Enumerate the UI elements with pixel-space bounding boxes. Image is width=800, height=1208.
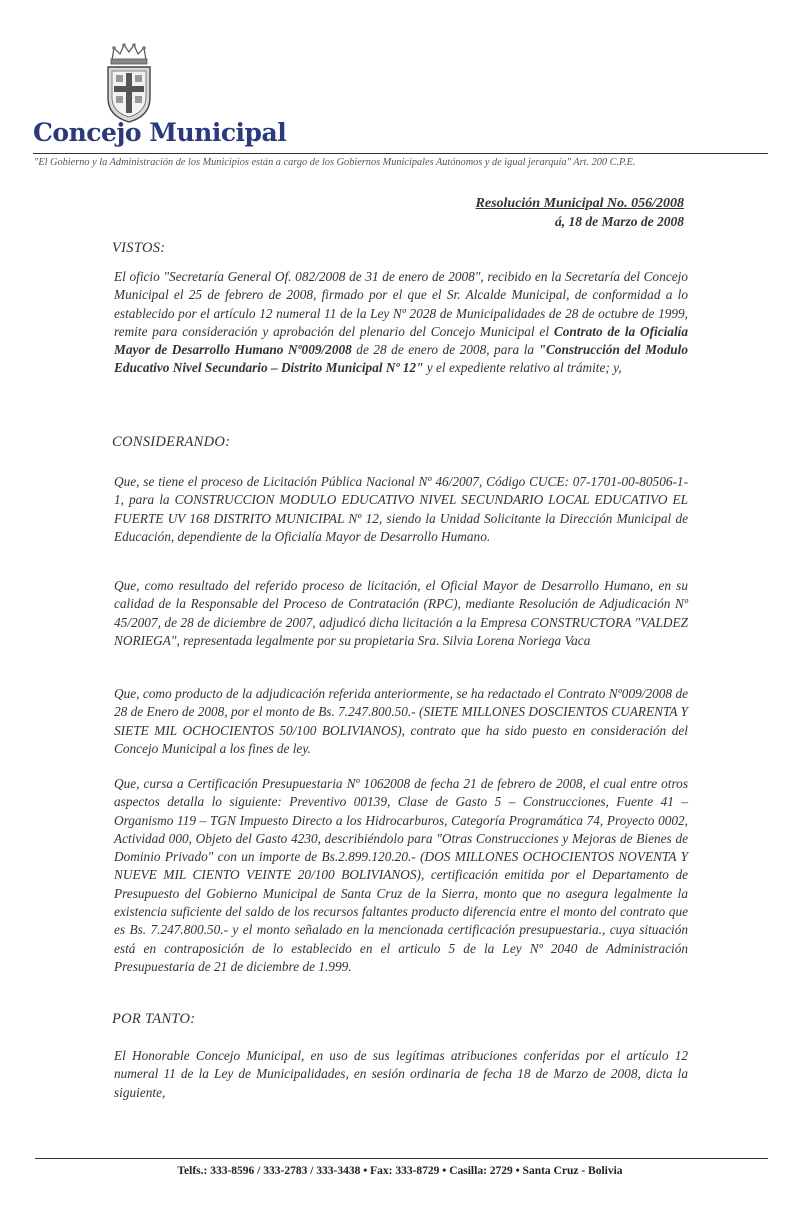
considerando-paragraph: Que, como resultado del referido proceso de licitación, el Oficial Mayor de Desarrollo Humano, en su calidad de la Responsable del Proceso de Contratación (RPC), mediante Resolución de Adjudicación Nº 45/2007, de 28 de diciembre de 2007, adjudicó dicha licitación a la Empresa CONSTRUCTORA "VALDEZ NORIEGA", representada legalmente por su propietaria Sra. Silvia Lorena Noriega Vaca <box>114 578 688 648</box>
vistos-text-2: de 28 de enero de 2008, para la <box>351 342 539 358</box>
header-divider <box>33 153 768 154</box>
vistos-contract-name: Contrato de la Oficialía Mayor de Desarrollo Humano Nº009/2008 <box>114 323 688 358</box>
considerando-paragraph: Que, como producto de la adjudicación referida anteriormente, se ha redactado el Contrato Nº009/2008 de 28 de Enero de 2008, por el monto de Bs. 7.247.800.50.- (SIETE MILLONES DOSCIENTOS CUARENTA Y SIETE MIL OCHOCIENTOS 50/100 BOLIVIANOS), contrato que ha sido puesto en consideración del Concejo Municipal a los fines de ley. <box>114 686 688 756</box>
footer-contact: Telfs.: 333-8596 / 333-2783 / 333-3438 • Fax: 333-8729 • Casilla: 2729 • Santa Cruz - Bolivia <box>177 1165 623 1177</box>
footer-divider <box>35 1158 768 1159</box>
header-motto: "El Gobierno y la Administración de los Municipios están a cargo de los Gobiernos Municipales Autónomos y de igual jerarquía" Art. 200 C.P.E. <box>34 157 636 168</box>
por-tanto-paragraph: El Honorable Concejo Municipal, en uso de sus legítimas atribuciones conferidas por el artículo 12 numeral 11 de la Ley de Municipalidades, en sesión ordinaria de fecha 18 de Marzo de 2008, dicta la siguiente, <box>114 1048 688 1100</box>
resolution-title: Resolución Municipal No. 056/2008 <box>475 196 684 211</box>
resolution-date: á, 18 de Marzo de 2008 <box>555 214 684 229</box>
section-heading-por-tanto: POR TANTO: <box>112 1011 196 1027</box>
vistos-text-3: y el expediente relativo al trámite; y, <box>423 360 622 376</box>
coat-of-arms-icon <box>104 42 154 126</box>
section-heading-vistos: VISTOS: <box>112 240 166 256</box>
considerando-paragraph: Que, se tiene el proceso de Licitación Pública Nacional Nº 46/2007, Código CUCE: 07-1701-00-80506-1-1, para la CONSTRUCCION MODULO EDUCATIVO NIVEL SECUNDARIO LOCAL EDUCATIVO EL FUERTE UV 168 DISTRITO MUNICIPAL Nº 12, siendo la Unidad Solicitante la Dirección Municipal de Educación, dependiente de la Oficialía Mayor de Desarrollo Humano. <box>114 474 688 544</box>
vistos-text-1: El oficio "Secretaría General Of. 082/2008 de 31 de enero de 2008", recibido en la Secretaría del Concejo Municipal el 25 de febrero de 2008, firmado por el que el Sr. Alcalde Municipal, de conformidad a lo establecido por el artículo 12 numeral 11 de la Ley Nº 2028 de Municipalidades de 28 de octubre de 1999, remite para consideración y aprobación del plenario del Concejo Municipal el <box>114 269 688 339</box>
considerando-paragraph: Que, cursa a Certificación Presupuestaria Nº 1062008 de fecha 21 de febrero de 2008, el cual entre otros aspectos detalla lo siguiente: Preventivo 00139, Clase de Gasto 5 – Construcciones, Fuente 41 – Organismo 119 – TGN Impuesto Directo a los Hidrocarburos, Categoría Programática 74, Proyecto 0002, Actividad 000, Objeto del Gasto 4230, describiéndolo para "Otras Construcciones y Mejoras de Bienes de Dominio Privado" con un importe de Bs.2.899.120.20.- (DOS MILLONES OCHOCIENTOS NOVENTA Y NUEVE MIL CIENTO VEINTE 20/100 BOLIVIANOS), certificación emitida por el Departamento de Presupuesto del Gobierno Municipal de Santa Cruz de la Sierra, monto que no asegura legalmente la existencia suficiente del saldo de los recursos faltantes producto diferencia entre el monto del contrato que es Bs. 7.247.800.50.- y el monto señalado en la mencionada certificación presupuestaria., cuya situación está en contraposición de lo establecido en el articulo 5 de la Ley Nº 2040 de Administración Presupuestaria de 21 de diciembre de 1.999. <box>114 776 688 974</box>
vistos-project-name: "Construcción del Modulo Educativo Nivel Secundario – Distrito Municipal Nº 12" <box>114 342 688 376</box>
section-heading-considerando: CONSIDERANDO: <box>112 434 231 450</box>
organization-name: Concejo Municipal <box>33 118 287 147</box>
vistos-paragraph <box>114 268 688 378</box>
